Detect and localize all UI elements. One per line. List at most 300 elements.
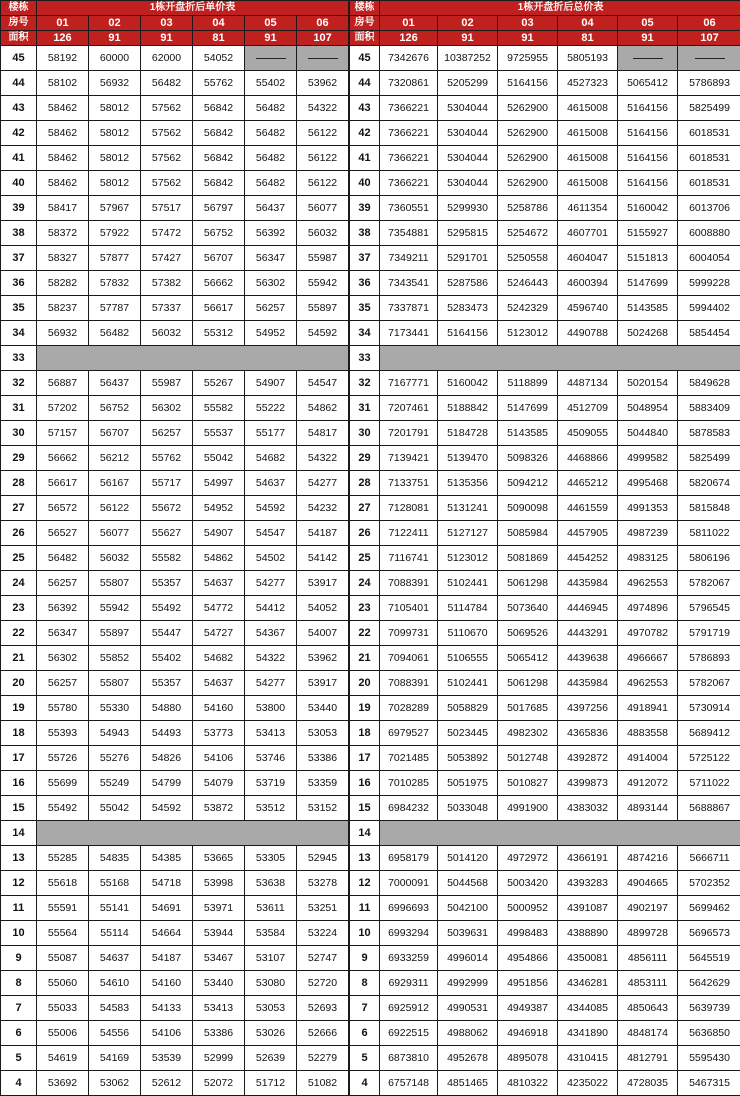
unit-price-cell: 55618 — [37, 871, 89, 896]
floor-number: 40 — [1, 171, 37, 196]
total-price-cell: 4998483 — [498, 921, 558, 946]
unit-price-cell: 54232 — [297, 496, 349, 521]
floor-row — [350, 71, 740, 96]
floor-row — [1, 546, 349, 571]
unit-price-cell: 56842 — [193, 171, 245, 196]
total-price-cell: 7320861 — [380, 71, 438, 96]
floor-number: 24 — [350, 571, 380, 596]
total-price-cell: 7000091 — [380, 871, 438, 896]
total-price-cell: 4904665 — [618, 871, 678, 896]
floor-row — [350, 696, 740, 721]
unit-price-cell: 53413 — [245, 721, 297, 746]
floor-number: 41 — [1, 146, 37, 171]
total-price-cell: 6013706 — [678, 196, 740, 221]
unit-price-cell: 52072 — [193, 1071, 245, 1096]
floor-row — [1, 171, 349, 196]
total-price-cell: 5164156 — [618, 146, 678, 171]
total-price-cell: 4972972 — [498, 846, 558, 871]
room-number: 02 — [438, 16, 498, 31]
total-price-cell: 5164156 — [618, 96, 678, 121]
unavailable-cell — [678, 46, 740, 71]
total-price-cell: 7133751 — [380, 471, 438, 496]
total-price-cell: 5017685 — [498, 696, 558, 721]
unit-price-cell: 52639 — [245, 1046, 297, 1071]
floor-row — [350, 421, 740, 446]
unit-price-cell: 60000 — [89, 46, 141, 71]
total-price-cell: 7201791 — [380, 421, 438, 446]
floor-number: 24 — [1, 571, 37, 596]
total-price-cell: 7207461 — [380, 396, 438, 421]
unit-price-cell: 54664 — [141, 921, 193, 946]
unit-price-cell: 54169 — [89, 1046, 141, 1071]
unit-price-cell: 54277 — [245, 671, 297, 696]
unit-price-cell: 55177 — [245, 421, 297, 446]
unit-price-cell: 54556 — [89, 1021, 141, 1046]
unit-price-cell: 55222 — [245, 396, 297, 421]
unit-price-cell: 55897 — [297, 296, 349, 321]
total-price-cell: 4874216 — [618, 846, 678, 871]
total-price-cell: 4991353 — [618, 496, 678, 521]
floor-row — [1, 921, 349, 946]
floor-number: 36 — [350, 271, 380, 296]
total-price-cell: 4615008 — [558, 171, 618, 196]
floor-number: 38 — [350, 221, 380, 246]
total-price-cell: 4461559 — [558, 496, 618, 521]
unit-price-cell: 56302 — [141, 396, 193, 421]
total-price-cell: 5246443 — [498, 271, 558, 296]
room-number: 05 — [245, 16, 297, 31]
total-price-cell: 5143585 — [498, 421, 558, 446]
floor-row — [1, 471, 349, 496]
unit-price-cell: 55780 — [37, 696, 89, 721]
blank-floor-cell — [37, 346, 349, 371]
total-price-cell: 6757148 — [380, 1071, 438, 1096]
dash-mark — [308, 58, 338, 59]
floor-number: 22 — [350, 621, 380, 646]
total-price-cell: 5782067 — [678, 571, 740, 596]
floor-row — [350, 196, 740, 221]
total-price-cell: 4344085 — [558, 996, 618, 1021]
total-price-cell: 5010827 — [498, 771, 558, 796]
unit-price-cell: 56482 — [89, 321, 141, 346]
unit-price-cell: 62000 — [141, 46, 193, 71]
unit-price-cell: 54835 — [89, 846, 141, 871]
total-price-cell: 5250558 — [498, 246, 558, 271]
total-price-cell: 5061298 — [498, 671, 558, 696]
total-price-cell: 4810322 — [498, 1071, 558, 1096]
unit-price-cell: 53386 — [193, 1021, 245, 1046]
total-price-cell: 4899728 — [618, 921, 678, 946]
unit-price-cell: 54142 — [297, 546, 349, 571]
total-price-cell: 5044568 — [438, 871, 498, 896]
total-price-cell: 4310415 — [558, 1046, 618, 1071]
unit-price-cell: 56302 — [245, 271, 297, 296]
total-price-cell: 5796545 — [678, 596, 740, 621]
total-price-cell: 4341890 — [558, 1021, 618, 1046]
floor-number: 41 — [350, 146, 380, 171]
total-price-cell: 4856111 — [618, 946, 678, 971]
floor-row — [350, 571, 740, 596]
unit-price-cell: 56752 — [193, 221, 245, 246]
total-price-cell: 5048954 — [618, 396, 678, 421]
total-price-cell: 5825499 — [678, 446, 740, 471]
unit-price-cell: 55897 — [89, 621, 141, 646]
unit-price-cell: 55330 — [89, 696, 141, 721]
total-price-cell: 4966667 — [618, 646, 678, 671]
total-price-cell: 5118899 — [498, 371, 558, 396]
total-price-cell: 4527323 — [558, 71, 618, 96]
total-price-cell: 5467315 — [678, 1071, 740, 1096]
total-price-cell: 6958179 — [380, 846, 438, 871]
unit-price-cell: 55627 — [141, 521, 193, 546]
floor-number: 11 — [1, 896, 37, 921]
unit-price-cell: 56707 — [89, 421, 141, 446]
floor-number: 35 — [350, 296, 380, 321]
floor-number: 36 — [1, 271, 37, 296]
total-price-cell: 7167771 — [380, 371, 438, 396]
unit-price-cell: 54907 — [193, 521, 245, 546]
floor-number: 18 — [350, 721, 380, 746]
area-row — [350, 31, 740, 46]
floor-number: 19 — [350, 696, 380, 721]
unit-price-cell: 56482 — [37, 546, 89, 571]
floor-row — [350, 321, 740, 346]
unit-price-cell: 55402 — [141, 646, 193, 671]
unit-price-cell: 52747 — [297, 946, 349, 971]
floor-row — [350, 496, 740, 521]
unit-price-cell: 53080 — [245, 971, 297, 996]
blank-floor-cell — [37, 821, 349, 846]
dash-mark — [633, 58, 663, 59]
floor-row — [350, 296, 740, 321]
floor-row — [1, 771, 349, 796]
floor-row — [350, 46, 740, 71]
total-price-cell: 4962553 — [618, 671, 678, 696]
unit-price-cell: 55762 — [141, 446, 193, 471]
unit-price-cell: 54547 — [245, 521, 297, 546]
total-price-table — [349, 0, 740, 1096]
total-price-cell: 5304044 — [438, 96, 498, 121]
floor-number: 13 — [350, 846, 380, 871]
unit-price-cell: 53692 — [37, 1071, 89, 1096]
unit-price-cell: 55249 — [89, 771, 141, 796]
floor-number: 23 — [1, 596, 37, 621]
blank-floor-cell — [380, 346, 740, 371]
total-price-cell: 4850643 — [618, 996, 678, 1021]
unit-price-cell: 56032 — [141, 321, 193, 346]
unit-price-cell: 53386 — [297, 746, 349, 771]
unit-price-cell: 58102 — [37, 71, 89, 96]
unit-price-cell: 55582 — [141, 546, 193, 571]
total-price-cell: 7360551 — [380, 196, 438, 221]
total-price-cell: 5090098 — [498, 496, 558, 521]
unit-price-cell: 57877 — [89, 246, 141, 271]
total-price-cell: 5003420 — [498, 871, 558, 896]
room-number: 01 — [37, 16, 89, 31]
unit-price-cell: 54952 — [193, 496, 245, 521]
room-number: 05 — [618, 16, 678, 31]
total-price-cell: 5994402 — [678, 296, 740, 321]
unit-price-cell: 55087 — [37, 946, 89, 971]
floor-number: 5 — [1, 1046, 37, 1071]
unit-price-cell: 57382 — [141, 271, 193, 296]
room-row — [1, 16, 349, 31]
unit-price-cell: 53962 — [297, 646, 349, 671]
total-price-cell: 6925912 — [380, 996, 438, 1021]
total-price-cell: 4512709 — [558, 396, 618, 421]
total-price-cell: 5725122 — [678, 746, 740, 771]
room-number: 06 — [678, 16, 740, 31]
unit-price-cell: 56527 — [37, 521, 89, 546]
unit-price-cell: 54592 — [141, 796, 193, 821]
unit-price-cell: 55672 — [141, 496, 193, 521]
unit-price-cell: 54547 — [297, 371, 349, 396]
total-price-cell: 5131241 — [438, 496, 498, 521]
unit-price-cell: 53971 — [193, 896, 245, 921]
total-price-cell: 6922515 — [380, 1021, 438, 1046]
unit-price-cell: 53278 — [297, 871, 349, 896]
unit-price-cell: 55762 — [193, 71, 245, 96]
unit-price-cell: 58417 — [37, 196, 89, 221]
area-value: 91 — [89, 31, 141, 46]
total-price-cell: 5999228 — [678, 271, 740, 296]
floor-row — [1, 1046, 349, 1071]
floor-row — [1, 71, 349, 96]
unit-price-cell: 54106 — [193, 746, 245, 771]
total-price-cell: 5058829 — [438, 696, 498, 721]
unit-price-cell: 54583 — [89, 996, 141, 1021]
unit-price-cell: 54637 — [193, 671, 245, 696]
total-price-cell: 5299930 — [438, 196, 498, 221]
total-price-cell: 5114784 — [438, 596, 498, 621]
floor-row — [350, 546, 740, 571]
floor-row — [350, 946, 740, 971]
floor-row — [350, 271, 740, 296]
unit-price-cell: 53917 — [297, 571, 349, 596]
unit-price-cell: 54187 — [297, 521, 349, 546]
total-price-cell: 5065412 — [498, 646, 558, 671]
unit-price-cell: 53467 — [193, 946, 245, 971]
area-value: 91 — [618, 31, 678, 46]
total-price-cell: 4366191 — [558, 846, 618, 871]
unit-price-cell: 56482 — [245, 121, 297, 146]
unit-price-cell: 56392 — [245, 221, 297, 246]
unit-price-cell: 54160 — [141, 971, 193, 996]
total-price-cell: 5073640 — [498, 596, 558, 621]
total-price-cell: 5110670 — [438, 621, 498, 646]
unit-price-cell: 53539 — [141, 1046, 193, 1071]
unit-price-cell: 52693 — [297, 996, 349, 1021]
floor-number: 30 — [350, 421, 380, 446]
floor-row — [350, 821, 740, 846]
unit-price-cell: 56032 — [297, 221, 349, 246]
total-price-cell: 5135356 — [438, 471, 498, 496]
unit-price-cell: 58462 — [37, 96, 89, 121]
floor-row — [1, 371, 349, 396]
floor-row — [1, 696, 349, 721]
floor-number: 26 — [350, 521, 380, 546]
total-price-cell: 6993294 — [380, 921, 438, 946]
total-price-cell: 5147699 — [498, 396, 558, 421]
total-price-cell: 5702352 — [678, 871, 740, 896]
floor-row — [1, 321, 349, 346]
floor-row — [350, 521, 740, 546]
total-price-cell: 4987239 — [618, 521, 678, 546]
unit-price-cell: 54322 — [297, 96, 349, 121]
total-price-cell: 7366221 — [380, 171, 438, 196]
floor-number: 45 — [350, 46, 380, 71]
unit-price-cell: 53746 — [245, 746, 297, 771]
room-number: 03 — [498, 16, 558, 31]
floor-number: 13 — [1, 846, 37, 871]
total-price-cell: 4728035 — [618, 1071, 678, 1096]
unit-price-cell: 53053 — [245, 996, 297, 1021]
total-price-cell: 4970782 — [618, 621, 678, 646]
unit-price-cell: 55987 — [297, 246, 349, 271]
unit-price-cell: 57562 — [141, 96, 193, 121]
floor-row — [350, 171, 740, 196]
total-price-cell: 7366221 — [380, 121, 438, 146]
unit-price-cell: 54322 — [245, 646, 297, 671]
unit-price-cell: 55393 — [37, 721, 89, 746]
unit-price-cell: 53638 — [245, 871, 297, 896]
unit-price-cell: 53440 — [193, 971, 245, 996]
floor-row — [1, 146, 349, 171]
unit-price-cell: 56932 — [89, 71, 141, 96]
area-value: 81 — [558, 31, 618, 46]
unit-price-cell: 54412 — [245, 596, 297, 621]
unit-price-cell: 53062 — [89, 1071, 141, 1096]
title-row — [1, 1, 349, 16]
floor-number: 25 — [1, 546, 37, 571]
area-label: 面积 — [1, 31, 37, 46]
floor-number: 27 — [1, 496, 37, 521]
total-price-cell: 5147699 — [618, 271, 678, 296]
floor-row — [350, 1046, 740, 1071]
room-number: 01 — [380, 16, 438, 31]
unit-price-cell: 54007 — [297, 621, 349, 646]
total-price-cell: 5014120 — [438, 846, 498, 871]
total-price-cell: 5164156 — [438, 321, 498, 346]
total-price-cell: 4990531 — [438, 996, 498, 1021]
unit-price-cell: 54637 — [89, 946, 141, 971]
unit-price-cell: 53053 — [297, 721, 349, 746]
total-price-cell: 4954866 — [498, 946, 558, 971]
total-price-cell: 5000952 — [498, 896, 558, 921]
total-price-cell: 7028289 — [380, 696, 438, 721]
unit-price-cell: 53917 — [297, 671, 349, 696]
unit-price-cell: 54277 — [297, 471, 349, 496]
total-price-cell: 5123012 — [498, 321, 558, 346]
unit-price-cell: 54718 — [141, 871, 193, 896]
floor-number: 15 — [350, 796, 380, 821]
floor-number: 26 — [1, 521, 37, 546]
unit-price-cell: 56482 — [245, 171, 297, 196]
unit-price-cell: 54772 — [193, 596, 245, 621]
unit-price-cell: 55987 — [141, 371, 193, 396]
total-price-cell: 4365836 — [558, 721, 618, 746]
total-price-cell: 5849628 — [678, 371, 740, 396]
unit-price-cell: 51082 — [297, 1071, 349, 1096]
unit-price-cell: 56302 — [37, 646, 89, 671]
total-price-cell: 6933259 — [380, 946, 438, 971]
unit-price-cell: 55042 — [89, 796, 141, 821]
unit-price-cell: 56797 — [193, 196, 245, 221]
total-price-cell: 7128081 — [380, 496, 438, 521]
unit-price-cell: 58462 — [37, 121, 89, 146]
floor-number: 10 — [1, 921, 37, 946]
unit-price-cell: 55285 — [37, 846, 89, 871]
total-price-cell: 5878583 — [678, 421, 740, 446]
unit-price-cell: 56167 — [89, 471, 141, 496]
unit-price-cell: 51712 — [245, 1071, 297, 1096]
total-price-cell: 5127127 — [438, 521, 498, 546]
floor-number: 11 — [350, 896, 380, 921]
unit-price-cell: 56707 — [193, 246, 245, 271]
unit-price-cell: 54727 — [193, 621, 245, 646]
total-price-cell: 5786893 — [678, 646, 740, 671]
unit-price-cell: 55114 — [89, 921, 141, 946]
floor-number: 21 — [1, 646, 37, 671]
total-price-cell: 4397256 — [558, 696, 618, 721]
table-title: 1栋开盘折后单价表 — [37, 1, 349, 16]
floor-number: 31 — [350, 396, 380, 421]
total-price-cell: 5012748 — [498, 746, 558, 771]
unit-price-cell: 53359 — [297, 771, 349, 796]
floor-number: 45 — [1, 46, 37, 71]
unit-price-cell: 56077 — [297, 196, 349, 221]
total-price-cell: 5184728 — [438, 421, 498, 446]
unit-price-cell: 54592 — [297, 321, 349, 346]
total-price-cell: 6873810 — [380, 1046, 438, 1071]
floor-number: 42 — [350, 121, 380, 146]
unit-price-cell: 56032 — [89, 546, 141, 571]
unit-price-cell: 55312 — [193, 321, 245, 346]
unit-price-cell: 55006 — [37, 1021, 89, 1046]
unit-price-cell: 56437 — [245, 196, 297, 221]
total-price-cell: 5023445 — [438, 721, 498, 746]
total-price-cell: 5065412 — [618, 71, 678, 96]
unit-price-cell: 56347 — [37, 621, 89, 646]
total-price-cell: 5143585 — [618, 296, 678, 321]
unit-price-cell: 55033 — [37, 996, 89, 1021]
unit-price-cell: 54997 — [193, 471, 245, 496]
total-price-cell: 5051975 — [438, 771, 498, 796]
unit-price-cell: 56122 — [89, 496, 141, 521]
total-price-cell: 4446945 — [558, 596, 618, 621]
total-price-cell: 5815848 — [678, 496, 740, 521]
unit-price-cell: 57562 — [141, 171, 193, 196]
total-price-cell: 4487134 — [558, 371, 618, 396]
total-price-cell: 5039631 — [438, 921, 498, 946]
total-price-cell: 7094061 — [380, 646, 438, 671]
total-price-cell: 5139470 — [438, 446, 498, 471]
unit-price-cell: 54610 — [89, 971, 141, 996]
total-price-cell: 6984232 — [380, 796, 438, 821]
total-price-cell: 5160042 — [618, 196, 678, 221]
total-price-cell: 4392872 — [558, 746, 618, 771]
total-price-cell: 5262900 — [498, 96, 558, 121]
total-price-cell: 7099731 — [380, 621, 438, 646]
unavailable-cell — [297, 46, 349, 71]
unit-price-cell: 56392 — [37, 596, 89, 621]
unit-price-cell: 56617 — [37, 471, 89, 496]
unit-price-cell: 57157 — [37, 421, 89, 446]
total-price-cell: 6018531 — [678, 121, 740, 146]
total-price-cell: 7021485 — [380, 746, 438, 771]
floor-number: 29 — [350, 446, 380, 471]
total-price-cell: 5188842 — [438, 396, 498, 421]
